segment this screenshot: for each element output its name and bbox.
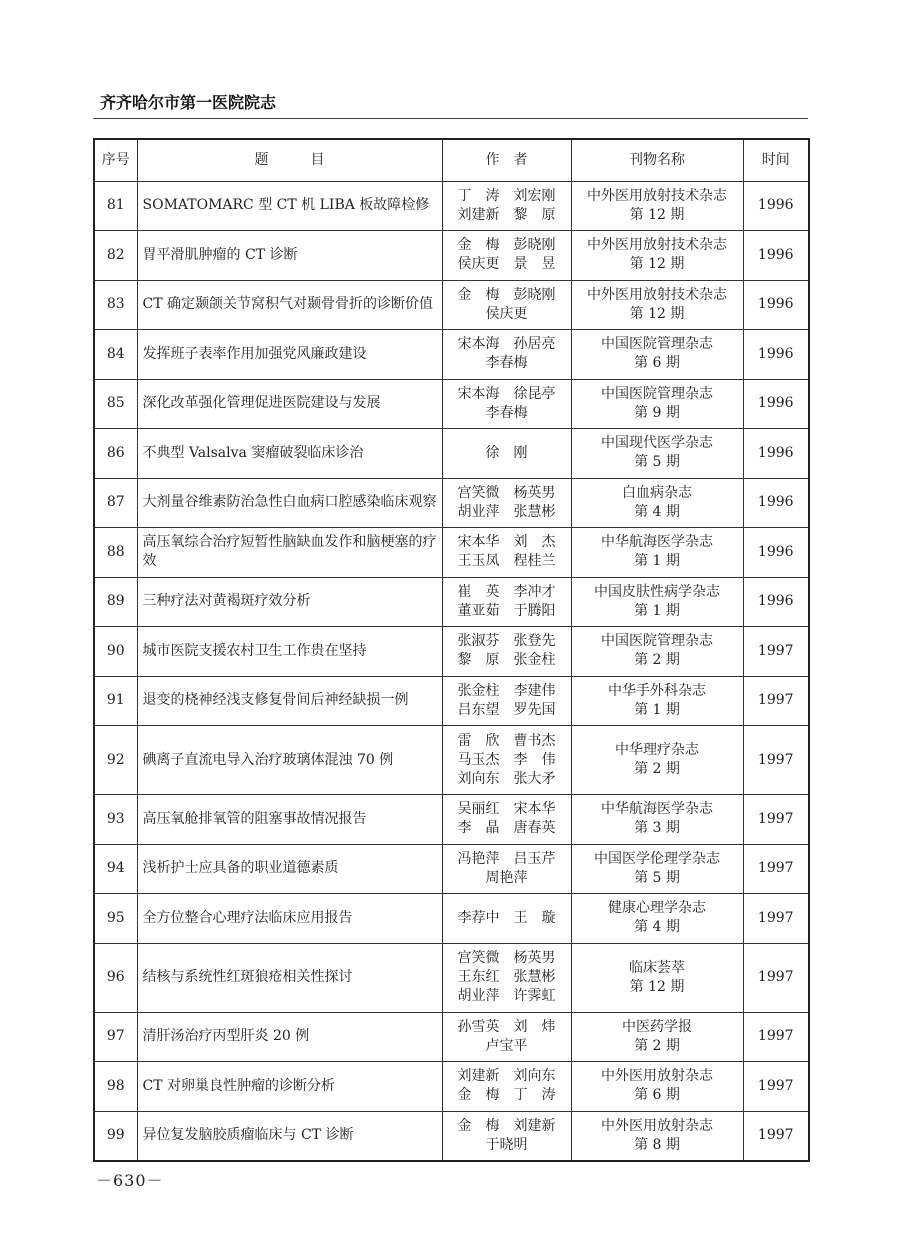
journal-name: 中医药学报 <box>622 1018 692 1035</box>
journal-cell <box>571 676 743 726</box>
journal-issue: 第 12 期 <box>629 206 685 223</box>
publication-year: 1996 <box>743 231 809 281</box>
journal-cell <box>571 795 743 845</box>
publication-year: 1997 <box>743 676 809 726</box>
publication-year: 1996 <box>743 280 809 330</box>
journal-name: 中外医用放射技术杂志 <box>587 237 727 254</box>
authors-cell <box>442 528 571 578</box>
authors-cell <box>442 894 571 944</box>
author-line: 刘向东 张大矛 <box>457 770 556 787</box>
publication-year: 1996 <box>743 330 809 380</box>
journal-cell <box>571 726 743 795</box>
authors-cell <box>442 943 571 1012</box>
header-rule <box>93 118 808 119</box>
author-line: 董亚茹 于腾阳 <box>457 602 556 619</box>
journal-name: 中国医院管理杂志 <box>601 385 713 402</box>
publication-year: 1997 <box>743 795 809 845</box>
journal-name: 中华手外科杂志 <box>608 682 706 699</box>
table-row <box>94 795 809 845</box>
journal-issue: 第 2 期 <box>634 652 680 669</box>
table-row <box>94 379 809 429</box>
author-line: 李荐中 王 璇 <box>457 909 556 926</box>
author-line: 胡业萍 许霁虹 <box>457 988 556 1004</box>
row-number: 89 <box>94 577 137 627</box>
row-number: 91 <box>94 676 137 726</box>
author-line: 宋本华 刘 杰 <box>457 534 556 551</box>
table-body <box>94 181 809 1161</box>
authors-cell <box>442 726 571 795</box>
article-title: 高压氧综合治疗短暂性脑缺血发作和脑梗塞的疗效 <box>137 528 442 578</box>
journal-issue: 第 4 期 <box>634 503 680 520</box>
table-row <box>94 577 809 627</box>
author-line: 王东红 张慧彬 <box>457 969 556 985</box>
journal-cell <box>571 943 743 1012</box>
table-header-row <box>94 139 809 181</box>
author-line: 崔 英 李冲才 <box>457 583 556 600</box>
journal-name: 白血病杂志 <box>622 484 692 501</box>
author-line: 李春梅 <box>485 404 528 421</box>
table-row <box>94 330 809 380</box>
journal-cell <box>571 1062 743 1112</box>
publication-year: 1997 <box>743 943 809 1012</box>
row-number: 90 <box>94 627 137 677</box>
author-line: 金 梅 丁 涛 <box>457 1087 556 1104</box>
article-title: 大剂量谷维素防治急性白血病口腔感染临床观察 <box>137 478 442 528</box>
article-title: 高压氧舱排氧管的阻塞事故情况报告 <box>137 795 442 845</box>
authors-cell <box>442 627 571 677</box>
authors-cell <box>442 795 571 845</box>
publication-year: 1996 <box>743 181 809 231</box>
authors-cell <box>442 577 571 627</box>
table-row <box>94 1062 809 1112</box>
journal-cell <box>571 1111 743 1161</box>
table-row <box>94 726 809 795</box>
row-number: 82 <box>94 231 137 281</box>
author-line: 丁 涛 刘宏刚 <box>457 187 556 204</box>
article-title: 不典型 Valsalva 窦瘤破裂临床诊治 <box>137 429 442 479</box>
row-number: 87 <box>94 478 137 528</box>
author-line: 宋本海 徐昆亭 <box>457 385 556 402</box>
journal-name: 中国医学伦理学杂志 <box>594 850 720 867</box>
journal-issue: 第 1 期 <box>634 701 680 718</box>
author-line: 宫笑微 杨英男 <box>457 484 556 501</box>
journal-name: 中外医用放射技术杂志 <box>587 187 727 204</box>
row-number: 99 <box>94 1111 137 1161</box>
table-row <box>94 943 809 1012</box>
author-line: 冯艳萍 吕玉芹 <box>457 850 556 867</box>
author-line: 王玉凤 程桂兰 <box>457 553 556 570</box>
journal-issue: 第 8 期 <box>634 1136 680 1153</box>
publication-year: 1997 <box>743 726 809 795</box>
journal-name: 中国皮肤性病学杂志 <box>594 583 720 600</box>
table-row <box>94 181 809 231</box>
journal-cell <box>571 429 743 479</box>
article-title: CT 确定颞颌关节窝积气对颞骨骨折的诊断价值 <box>137 280 442 330</box>
row-number: 88 <box>94 528 137 578</box>
table-row <box>94 429 809 479</box>
author-line: 黎 原 张金柱 <box>457 652 556 669</box>
authors-cell <box>442 181 571 231</box>
author-line: 卢宝平 <box>485 1037 528 1054</box>
journal-issue: 第 2 期 <box>634 761 680 777</box>
row-number: 84 <box>94 330 137 380</box>
author-line: 胡业萍 张慧彬 <box>457 503 556 520</box>
author-line: 徐 刚 <box>485 444 528 461</box>
journal-cell <box>571 577 743 627</box>
journal-name: 临床荟萃 <box>629 959 685 976</box>
journal-cell <box>571 894 743 944</box>
author-line: 周艳萍 <box>485 869 528 886</box>
author-line: 张淑芬 张登先 <box>457 633 556 650</box>
article-title: 异位复发脑胶质瘤临床与 CT 诊断 <box>137 1111 442 1161</box>
article-title: SOMATOMARC 型 CT 机 LIBA 板故障检修 <box>137 181 442 231</box>
journal-name: 中国现代医学杂志 <box>601 435 713 452</box>
journal-cell <box>571 280 743 330</box>
article-title: 清肝汤治疗丙型肝炎 20 例 <box>137 1012 442 1062</box>
running-title: 齐齐哈尔市第一医院院志 <box>100 93 277 112</box>
publication-year: 1997 <box>743 844 809 894</box>
author-line: 侯庆更 景 昱 <box>457 256 556 273</box>
publication-year: 1997 <box>743 627 809 677</box>
row-number: 93 <box>94 795 137 845</box>
row-number: 94 <box>94 844 137 894</box>
publication-year: 1996 <box>743 478 809 528</box>
article-title: 发挥班子表率作用加强党风廉政建设 <box>137 330 442 380</box>
authors-cell <box>442 1012 571 1062</box>
publication-year: 1997 <box>743 1012 809 1062</box>
journal-issue: 第 12 期 <box>629 978 685 995</box>
journal-issue: 第 1 期 <box>634 602 680 619</box>
table-row <box>94 894 809 944</box>
journal-cell <box>571 231 743 281</box>
journal-cell <box>571 330 743 380</box>
column-header-year: 时间 <box>743 139 809 181</box>
author-line: 雷 欣 曹书杰 <box>457 732 556 749</box>
publication-year: 1997 <box>743 1111 809 1161</box>
table-row <box>94 1012 809 1062</box>
row-number: 83 <box>94 280 137 330</box>
journal-name: 中华航海医学杂志 <box>601 534 713 551</box>
article-title: 全方位整合心理疗法临床应用报告 <box>137 894 442 944</box>
journal-cell <box>571 844 743 894</box>
journal-issue: 第 1 期 <box>634 553 680 570</box>
journal-issue: 第 12 期 <box>629 256 685 273</box>
authors-cell <box>442 1111 571 1161</box>
journal-name: 健康心理学杂志 <box>608 900 706 917</box>
table-row <box>94 676 809 726</box>
table-row <box>94 1111 809 1161</box>
journal-cell <box>571 1012 743 1062</box>
table-row <box>94 627 809 677</box>
author-line: 宋本海 孙居亮 <box>457 336 556 353</box>
author-line: 金 梅 彭晓刚 <box>457 286 556 303</box>
authors-cell <box>442 379 571 429</box>
authors-cell <box>442 478 571 528</box>
journal-name: 中华航海医学杂志 <box>601 801 713 818</box>
author-line: 李春梅 <box>485 355 528 372</box>
journal-issue: 第 3 期 <box>634 820 680 837</box>
article-title: 退变的桡神经浅支修复骨间后神经缺损一例 <box>137 676 442 726</box>
author-line: 吴丽红 宋本华 <box>457 801 556 818</box>
row-number: 86 <box>94 429 137 479</box>
journal-cell <box>571 181 743 231</box>
journal-name: 中华理疗杂志 <box>615 742 699 758</box>
journal-issue: 第 9 期 <box>634 404 680 421</box>
publication-year: 1996 <box>743 429 809 479</box>
row-number: 92 <box>94 726 137 795</box>
journal-issue: 第 6 期 <box>634 355 680 372</box>
authors-cell <box>442 429 571 479</box>
publication-year: 1997 <box>743 1062 809 1112</box>
publication-year: 1996 <box>743 577 809 627</box>
article-title: 结核与系统性红斑狼疮相关性探讨 <box>137 943 442 1012</box>
table-row <box>94 528 809 578</box>
author-line: 李 晶 唐春英 <box>457 820 556 837</box>
column-header-title: 题 目 <box>137 139 442 181</box>
author-line: 刘建新 黎 原 <box>457 206 556 223</box>
table-row <box>94 478 809 528</box>
article-title: 碘离子直流电导入治疗玻璃体混浊 70 例 <box>137 726 442 795</box>
journal-name: 中国医院管理杂志 <box>601 633 713 650</box>
author-line: 刘建新 刘向东 <box>457 1068 556 1085</box>
journal-issue: 第 4 期 <box>634 919 680 936</box>
authors-cell <box>442 844 571 894</box>
table-row <box>94 844 809 894</box>
column-header-journal: 刊物名称 <box>571 139 743 181</box>
article-title: 胃平滑肌肿瘤的 CT 诊断 <box>137 231 442 281</box>
row-number: 95 <box>94 894 137 944</box>
journal-name: 中外医用放射杂志 <box>601 1117 713 1134</box>
journal-name: 中外医用放射杂志 <box>601 1068 713 1085</box>
journal-issue: 第 5 期 <box>634 454 680 471</box>
journal-cell <box>571 478 743 528</box>
article-title: 城市医院支援农村卫生工作贵在坚持 <box>137 627 442 677</box>
author-line: 马玉杰 李 伟 <box>457 751 556 768</box>
row-number: 96 <box>94 943 137 1012</box>
column-header-no: 序号 <box>94 139 137 181</box>
row-number: 97 <box>94 1012 137 1062</box>
row-number: 85 <box>94 379 137 429</box>
author-line: 金 梅 刘建新 <box>457 1117 556 1134</box>
publication-year: 1997 <box>743 894 809 944</box>
publication-year: 1996 <box>743 379 809 429</box>
journal-issue: 第 5 期 <box>634 869 680 886</box>
article-title: 三种疗法对黄褐斑疗效分析 <box>137 577 442 627</box>
authors-cell <box>442 330 571 380</box>
journal-name: 中国医院管理杂志 <box>601 336 713 353</box>
author-line: 金 梅 彭晓刚 <box>457 237 556 254</box>
table-row <box>94 231 809 281</box>
author-line: 于晓明 <box>485 1136 528 1153</box>
author-line: 孙雪英 刘 炜 <box>457 1018 556 1035</box>
table-row <box>94 280 809 330</box>
journal-name: 中外医用放射技术杂志 <box>587 286 727 303</box>
journal-cell <box>571 627 743 677</box>
row-number: 98 <box>94 1062 137 1112</box>
article-title: 深化改革强化管理促进医院建设与发展 <box>137 379 442 429</box>
journal-issue: 第 6 期 <box>634 1087 680 1104</box>
journal-cell <box>571 379 743 429</box>
author-line: 宫笑微 杨英男 <box>457 950 556 966</box>
journal-issue: 第 12 期 <box>629 305 685 322</box>
journal-issue: 第 2 期 <box>634 1037 680 1054</box>
column-header-authors: 作 者 <box>442 139 571 181</box>
authors-cell <box>442 676 571 726</box>
row-number: 81 <box>94 181 137 231</box>
authors-cell <box>442 280 571 330</box>
author-line: 吕东望 罗先国 <box>457 701 556 718</box>
page-number: －630－ <box>96 1171 164 1190</box>
authors-cell <box>442 1062 571 1112</box>
article-title: 浅析护士应具备的职业道德素质 <box>137 844 442 894</box>
authors-cell <box>442 231 571 281</box>
author-line: 侯庆更 <box>485 305 528 322</box>
publication-year: 1996 <box>743 528 809 578</box>
article-title: CT 对卵巢良性肿瘤的诊断分析 <box>137 1062 442 1112</box>
journal-cell <box>571 528 743 578</box>
publications-table <box>93 138 810 1162</box>
author-line: 张金柱 李建伟 <box>457 682 556 699</box>
